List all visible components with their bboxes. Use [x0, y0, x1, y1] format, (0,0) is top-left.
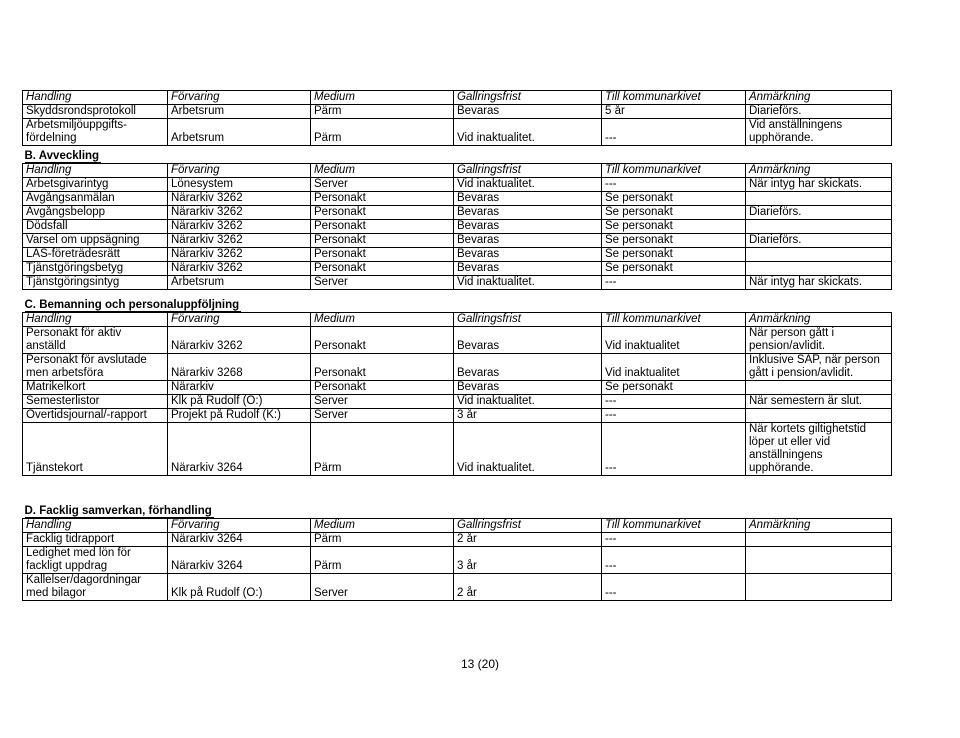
section-c-body — [23, 299, 892, 476]
table-cell: Bevaras — [454, 192, 602, 206]
table-cell: Tjänstekort — [23, 423, 168, 476]
column-header: Anmärkning — [746, 313, 892, 327]
table-cell: --- — [602, 409, 746, 423]
table-cell: Kallelser/dagordningar med bilagor — [23, 574, 168, 601]
table-cell: --- — [602, 395, 746, 409]
table-row — [23, 409, 892, 423]
table-cell: Arbetsrum — [168, 105, 311, 119]
table-cell — [746, 248, 892, 262]
table-cell: Se personakt — [602, 381, 746, 395]
table-cell: 2 år — [454, 533, 602, 547]
column-header: Medium — [311, 519, 454, 533]
table-cell — [746, 533, 892, 547]
table-cell: Vid inaktualitet. — [454, 276, 602, 290]
table-cell: Närarkiv 3262 — [168, 206, 311, 220]
table-row — [23, 192, 892, 206]
table-cell: Inklusive SAP, när person gått i pension/avlidit. — [746, 354, 892, 381]
table-cell: Tjänstgöringsbetyg — [23, 262, 168, 276]
table-cell — [746, 574, 892, 601]
section-title-cell — [23, 505, 892, 519]
table-cell: Personakt — [311, 354, 454, 381]
table-row — [23, 381, 892, 395]
table-cell: Tjänstgöringsintyg — [23, 276, 168, 290]
table-cell: Personakt — [311, 234, 454, 248]
table-cell: Närarkiv — [168, 381, 311, 395]
column-header: Till kommunarkivet — [602, 91, 746, 105]
table-cell: Närarkiv 3262 — [168, 234, 311, 248]
table-cell: När kortets giltighetstid löper ut eller vid anställningens upphörande. — [746, 423, 892, 476]
table-cell: Pärm — [311, 105, 454, 119]
table-row — [23, 220, 892, 234]
table-cell: --- — [602, 276, 746, 290]
column-header: Förvaring — [168, 519, 311, 533]
table-cell: Se personakt — [602, 262, 746, 276]
table-cell: Diarieförs. — [746, 105, 892, 119]
table-cell — [746, 381, 892, 395]
table-cell — [746, 262, 892, 276]
table-cell: 3 år — [454, 547, 602, 574]
table-row — [23, 234, 892, 248]
table-cell: Bevaras — [454, 206, 602, 220]
table-cell: Klk på Rudolf (O:) — [168, 574, 311, 601]
table-cell: Server — [311, 178, 454, 192]
table-row — [23, 276, 892, 290]
column-header: Förvaring — [168, 164, 311, 178]
table-cell: 5 år — [602, 105, 746, 119]
table-cell: När intyg har skickats. — [746, 178, 892, 192]
table-cell — [746, 192, 892, 206]
table-cell: Arbetsrum — [168, 119, 311, 146]
column-header: Till kommunarkivet — [602, 164, 746, 178]
column-header: Medium — [311, 91, 454, 105]
table-row — [23, 395, 892, 409]
table-cell: Server — [311, 409, 454, 423]
table-row — [23, 423, 892, 476]
page-number: 13 (20) — [460, 657, 500, 671]
header-row — [23, 91, 892, 105]
table-cell: Bevaras — [454, 248, 602, 262]
table-cell — [746, 409, 892, 423]
table-cell: Se personakt — [602, 248, 746, 262]
section-d-body — [23, 505, 892, 601]
table-section-d — [22, 505, 892, 601]
column-header: Handling — [23, 313, 168, 327]
column-header: Handling — [23, 519, 168, 533]
table-cell: 3 år — [454, 409, 602, 423]
section-title: D. Facklig samverkan, förhandling — [24, 505, 212, 517]
table-cell: Vid inaktualitet. — [454, 178, 602, 192]
table-cell: Vid inaktualitet. — [454, 395, 602, 409]
table-cell: Ledighet med lön för fackligt uppdrag — [23, 547, 168, 574]
section-title-cell — [23, 299, 892, 313]
table-cell: --- — [602, 574, 746, 601]
table-cell: Vid inaktualitet. — [454, 119, 602, 146]
column-header: Handling — [23, 164, 168, 178]
table-cell: Klk på Rudolf (O:) — [168, 395, 311, 409]
table-cell: Bevaras — [454, 220, 602, 234]
table-cell: När semestern är slut. — [746, 395, 892, 409]
section-title: B. Avveckling — [24, 150, 100, 162]
table-cell: Facklig tidrapport — [23, 533, 168, 547]
column-header: Anmärkning — [746, 519, 892, 533]
table-cell: Närarkiv 3262 — [168, 327, 311, 354]
table-cell: Vid anställningens upphörande. — [746, 119, 892, 146]
table-cell: Bevaras — [454, 381, 602, 395]
table-cell: Personakt — [311, 327, 454, 354]
section-title-cell — [23, 150, 892, 164]
table-cell: Arbetsgivarintyg — [23, 178, 168, 192]
table-cell: Vid inaktualitet — [602, 354, 746, 381]
section-title-row — [23, 505, 892, 519]
table-cell: Bevaras — [454, 105, 602, 119]
column-header: Gallringsfrist — [454, 91, 602, 105]
column-header: Förvaring — [168, 91, 311, 105]
table-row — [23, 206, 892, 220]
table-cell: Se personakt — [602, 234, 746, 248]
table-cell: Server — [311, 574, 454, 601]
section-title: C. Bemanning och personaluppföljning — [24, 299, 240, 311]
column-header: Gallringsfrist — [454, 164, 602, 178]
table-cell: Diarieförs. — [746, 234, 892, 248]
table-cell: Avgångsbelopp — [23, 206, 168, 220]
table-cell: Server — [311, 395, 454, 409]
table-cell — [746, 220, 892, 234]
header-row — [23, 164, 892, 178]
table-cell: LAS-företrädesrätt — [23, 248, 168, 262]
column-header: Medium — [311, 164, 454, 178]
table-cell: Personakt — [311, 220, 454, 234]
table-cell: Semesterlistor — [23, 395, 168, 409]
table-cell: Bevaras — [454, 262, 602, 276]
table-section-b — [22, 150, 892, 290]
table-cell: Pärm — [311, 533, 454, 547]
column-header: Anmärkning — [746, 91, 892, 105]
table-cell: Närarkiv 3264 — [168, 547, 311, 574]
table-cell: Bevaras — [454, 327, 602, 354]
table-cell: Närarkiv 3262 — [168, 192, 311, 206]
table-cell: Server — [311, 276, 454, 290]
table-section-a — [22, 90, 892, 146]
table-cell: --- — [602, 119, 746, 146]
column-header: Anmärkning — [746, 164, 892, 178]
table-cell: Närarkiv 3264 — [168, 533, 311, 547]
table-cell: Dödsfall — [23, 220, 168, 234]
header-row — [23, 313, 892, 327]
table-cell: Bevaras — [454, 234, 602, 248]
header-row — [23, 519, 892, 533]
section-a-body — [23, 91, 892, 146]
table-cell: 2 år — [454, 574, 602, 601]
table-cell: Se personakt — [602, 220, 746, 234]
table-cell: När person gått i pension/avlidit. — [746, 327, 892, 354]
table-row — [23, 327, 892, 354]
table-cell: Personakt — [311, 192, 454, 206]
table-cell: Personakt — [311, 262, 454, 276]
table-row — [23, 262, 892, 276]
column-header: Gallringsfrist — [454, 519, 602, 533]
table-cell: Närarkiv 3262 — [168, 220, 311, 234]
column-header: Handling — [23, 91, 168, 105]
table-cell: Vid inaktualitet — [602, 327, 746, 354]
table-cell: Se personakt — [602, 206, 746, 220]
column-header: Till kommunarkivet — [602, 519, 746, 533]
table-cell: Varsel om uppsägning — [23, 234, 168, 248]
table-row — [23, 105, 892, 119]
table-cell: --- — [602, 178, 746, 192]
table-cell: Pärm — [311, 423, 454, 476]
table-cell: Närarkiv 3262 — [168, 248, 311, 262]
table-cell: --- — [602, 533, 746, 547]
table-cell: Matrikelkort — [23, 381, 168, 395]
table-cell: Närarkiv 3268 — [168, 354, 311, 381]
table-row — [23, 119, 892, 146]
table-cell: Skyddsrondsprotokoll — [23, 105, 168, 119]
table-row — [23, 533, 892, 547]
table-cell: --- — [602, 423, 746, 476]
table-cell: Personakt — [311, 248, 454, 262]
table-cell: Avgångsanmälan — [23, 192, 168, 206]
table-row — [23, 248, 892, 262]
table-cell — [746, 547, 892, 574]
table-cell: Bevaras — [454, 354, 602, 381]
table-cell: När intyg har skickats. — [746, 276, 892, 290]
table-cell: Arbetsmiljöuppgifts- fördelning — [23, 119, 168, 146]
section-title-row — [23, 299, 892, 313]
table-cell: Närarkiv 3262 — [168, 262, 311, 276]
table-row — [23, 574, 892, 601]
table-cell: Projekt på Rudolf (K:) — [168, 409, 311, 423]
table-cell: Lönesystem — [168, 178, 311, 192]
table-cell: Diarieförs. — [746, 206, 892, 220]
table-cell: Se personakt — [602, 192, 746, 206]
table-cell: --- — [602, 547, 746, 574]
table-row — [23, 178, 892, 192]
table-section-c — [22, 299, 892, 476]
table-row — [23, 547, 892, 574]
column-header: Förvaring — [168, 313, 311, 327]
table-row — [23, 354, 892, 381]
column-header: Till kommunarkivet — [602, 313, 746, 327]
section-title-row — [23, 150, 892, 164]
table-cell: Arbetsrum — [168, 276, 311, 290]
table-cell: Personakt för avslutade men arbetsföra — [23, 354, 168, 381]
table-cell: Personakt för aktiv anställd — [23, 327, 168, 354]
table-cell: Personakt — [311, 206, 454, 220]
table-cell: Pärm — [311, 547, 454, 574]
column-header: Medium — [311, 313, 454, 327]
section-b-body — [23, 150, 892, 290]
table-cell: Närarkiv 3264 — [168, 423, 311, 476]
table-cell: Övertidsjournal/-rapport — [23, 409, 168, 423]
table-cell: Vid inaktualitet. — [454, 423, 602, 476]
table-cell: Pärm — [311, 119, 454, 146]
column-header: Gallringsfrist — [454, 313, 602, 327]
table-cell: Personakt — [311, 381, 454, 395]
